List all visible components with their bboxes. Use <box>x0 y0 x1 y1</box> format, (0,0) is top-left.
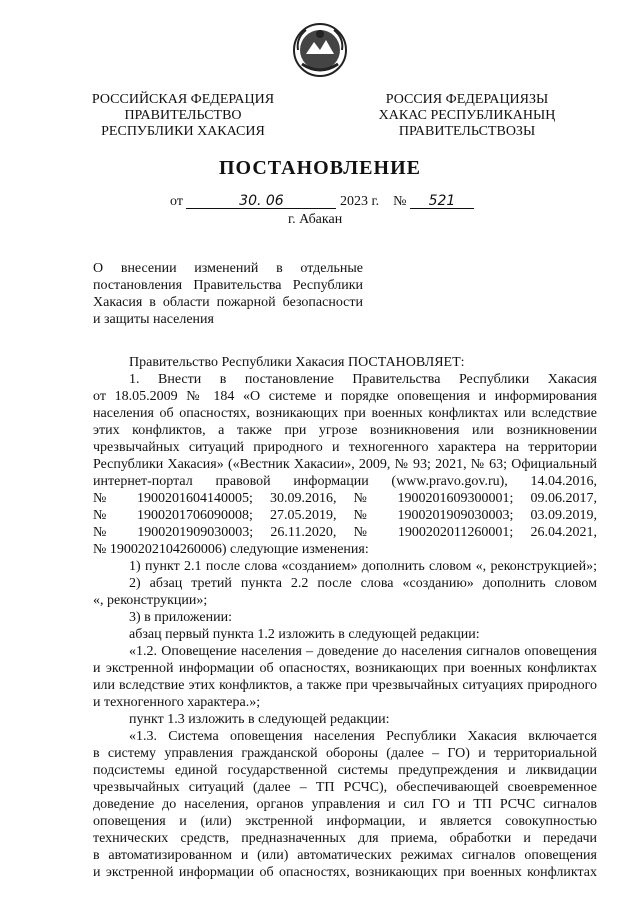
body-line: 1) пункт 2.1 после слова «созданием» дополнить словом «, реконструкцией»; <box>129 559 597 574</box>
header-right-line: РОССИЯ ФЕДЕРАЦИЯЗЫ <box>385 92 549 107</box>
body-line: № 1900201909030003; 26.11.2020, № 1900202011260001; 26.04.2021, <box>93 525 597 540</box>
body-line: «1.2. Оповещение населения – доведение до населения сигналов оповещения <box>129 644 597 659</box>
body-line: и экстренной информации об опасностях, возникающих при военных конфликтах <box>93 661 597 676</box>
date-field: 30. 06 <box>186 194 336 209</box>
body-line: «, реконструкции»; <box>93 593 208 608</box>
body-line: Республики Хакасия» («Вестник Хакасии», 2009, № 93; 2021, № 63; Официальный <box>93 457 597 472</box>
header-left <box>88 92 278 140</box>
body-line: технических средств, предназначенных для приема, обработки и передачи <box>93 831 597 846</box>
date-prefix: от <box>170 194 183 209</box>
body-line: подсистемы единой государственной системы предупреждения и ликвидации <box>93 763 597 778</box>
body-line: № 1900201604140005; 30.09.2016, № 1900201609300001; 09.06.2017, <box>93 491 597 506</box>
body-line: № 1900202104260006) следующие изменения: <box>93 542 369 557</box>
body-line: чрезвычайных ситуаций природного и техногенного характера на территории <box>93 440 597 455</box>
subject-line: О внесении изменений в отдельные <box>93 261 363 276</box>
document-body <box>93 354 597 881</box>
body-line: или вследствие этих конфликтов, а также при чрезвычайных ситуациях природного <box>93 678 597 693</box>
header-right <box>372 92 562 140</box>
body-line: от 18.05.2009 № 184 «О системе и порядке оповещения и информирования <box>93 389 597 404</box>
number-sign: № <box>393 194 407 209</box>
body-line: этих конфликтов, а также при угрозе возникновения или возникновении <box>93 423 597 438</box>
body-line: в систему управления гражданской обороны (далее – ГО) и территориальной <box>93 746 597 761</box>
body-line: оповещения и (или) экстренной информации, и является совокупностью <box>93 814 597 829</box>
body-line: «1.3. Система оповещения населения Республики Хакасия включается <box>129 729 597 744</box>
body-line: доведение до населения, органов управления и сил ГО и ТП РСЧС сигналов <box>93 797 597 812</box>
body-line: 3) в приложении: <box>129 610 232 625</box>
body-line: Правительство Республики Хакасия ПОСТАНОВЛЯЕТ: <box>129 355 465 370</box>
header-right-line: ХАКАС РЕСПУБЛИКАНЫҢ <box>378 108 556 123</box>
body-line: абзац первый пункта 1.2 изложить в следующей редакции: <box>129 627 480 642</box>
date-year: 2023 г. <box>339 194 380 209</box>
header-left-line: ПРАВИТЕЛЬСТВО <box>124 108 242 123</box>
body-line: в автоматизированном и (или) автоматических режимах сигналов оповещения <box>93 848 597 863</box>
coat-of-arms-icon <box>292 20 348 80</box>
body-line: и экстренной информации об опасностях, возникающих при военных конфликтах <box>93 865 597 880</box>
subject-line: постановления Правительства Республики <box>93 278 363 293</box>
body-line: населения об опасностях, возникающих при военных конфликтах или вследствие <box>93 406 597 421</box>
date-line <box>170 194 490 210</box>
city: г. Абакан <box>288 212 343 227</box>
header-left-line: РОССИЙСКАЯ ФЕДЕРАЦИЯ <box>91 92 275 107</box>
body-line: интернет-портал правовой информации (www.pravo.gov.ru), 14.04.2016, <box>93 474 597 489</box>
document-number: 521 <box>410 194 474 209</box>
header-left-line: РЕСПУБЛИКИ ХАКАСИЯ <box>101 124 265 139</box>
body-line: пункт 1.3 изложить в следующей редакции: <box>129 712 390 727</box>
header-right-line: ПРАВИТЕЛЬСТВОЗЫ <box>398 124 536 139</box>
body-line: чрезвычайных ситуаций (далее – ТП РСЧС), обеспечивающей своевременное <box>93 780 597 795</box>
document-subject <box>93 260 363 328</box>
subject-line: Хакасия в области пожарной безопасности <box>93 295 363 310</box>
body-line: 1. Внести в постановление Правительства Республики Хакасия <box>129 372 597 387</box>
body-line: и техногенного характера.»; <box>93 695 261 710</box>
body-line: 2) абзац третий пункта 2.2 после слова «созданию» дополнить словом <box>129 576 597 591</box>
document-title: ПОСТАНОВЛЕНИЕ <box>219 157 421 179</box>
body-line: № 1900201706090008; 27.05.2019, № 1900201909030003; 03.09.2019, <box>93 508 597 523</box>
subject-line: и защиты населения <box>93 312 214 327</box>
